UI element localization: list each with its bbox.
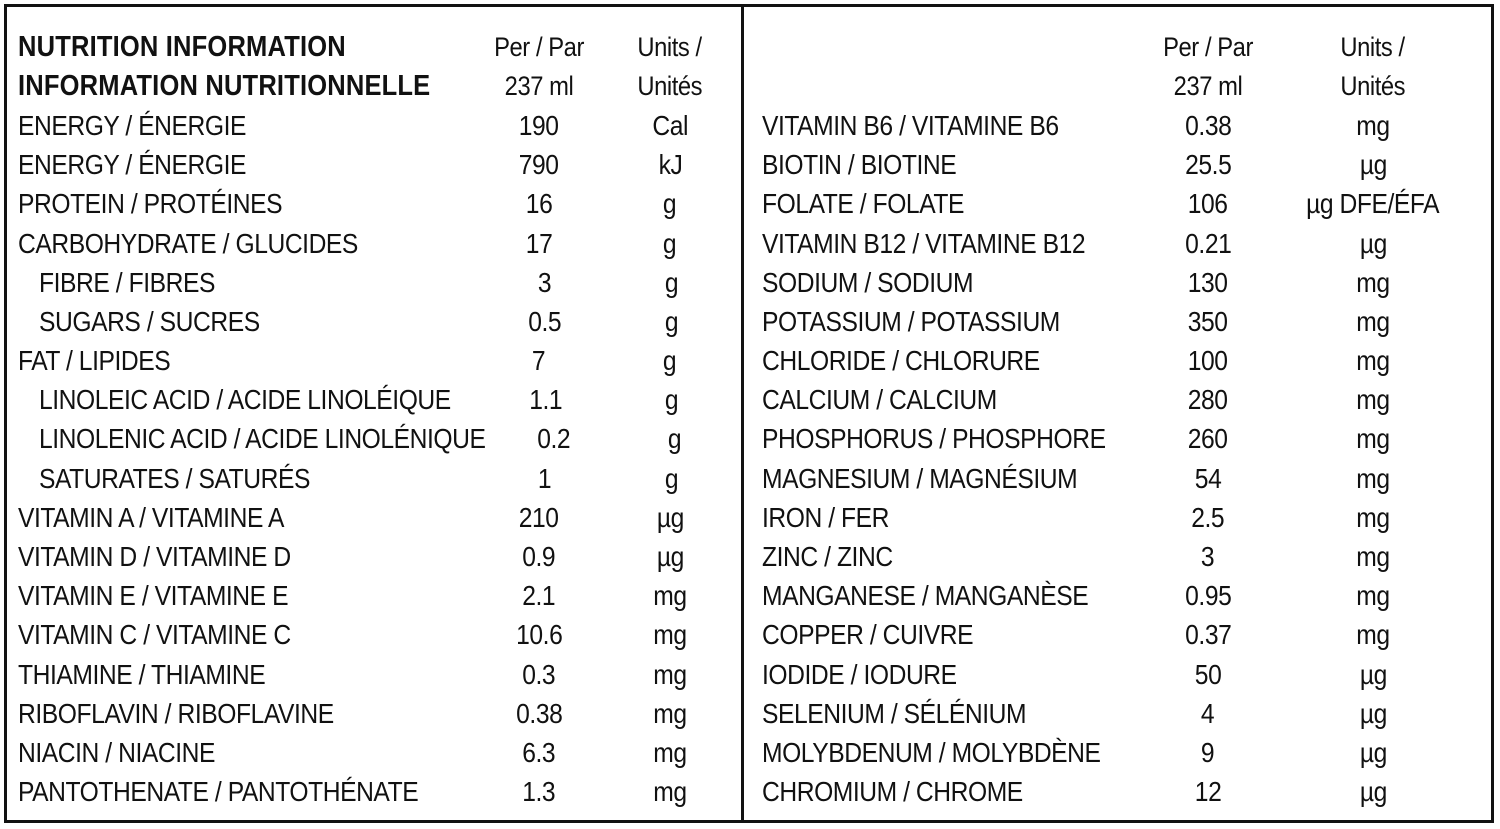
right-nutrient-list — [762, 106, 1482, 811]
nutrient-name: MAGNESIUM / MAGNÉSIUM — [762, 462, 1078, 494]
nutrient-row — [18, 185, 728, 224]
column-divider — [741, 4, 744, 823]
nutrient-unit: mg — [1356, 266, 1390, 298]
nutrient-unit: µg — [1359, 697, 1387, 729]
nutrient-unit: mg — [653, 619, 687, 651]
nutrient-amount: 7 — [532, 345, 546, 377]
nutrient-unit: µg — [1359, 776, 1387, 808]
nutrient-amount: 0.21 — [1184, 227, 1232, 259]
header-row-2 — [18, 67, 728, 106]
nutrient-amount: 16 — [525, 188, 553, 220]
right-panel — [762, 28, 1482, 812]
nutrient-name: VITAMIN B6 / VITAMINE B6 — [762, 109, 1059, 141]
title-english: NUTRITION INFORMATION — [18, 31, 346, 64]
units-header: Units / — [637, 32, 703, 63]
nutrient-name: LINOLENIC ACID / ACIDE LINOLÉNIQUE — [39, 423, 486, 455]
nutrient-unit: g — [665, 305, 679, 337]
nutrient-amount: 1.1 — [528, 384, 562, 416]
nutrient-row — [18, 302, 728, 341]
nutrient-name: FOLATE / FOLATE — [762, 188, 964, 220]
nutrient-name: POTASSIUM / POTASSIUM — [762, 305, 1060, 337]
nutrient-name: VITAMIN A / VITAMINE A — [18, 501, 284, 533]
units-header-french: Unités — [637, 71, 703, 102]
nutrient-name: FIBRE / FIBRES — [39, 266, 215, 298]
nutrient-amount: 4 — [1201, 697, 1215, 729]
nutrient-row — [762, 224, 1482, 263]
header-row-1-right — [762, 28, 1482, 67]
nutrient-unit: mg — [653, 580, 687, 612]
nutrient-row — [762, 459, 1482, 498]
nutrient-amount: 50 — [1194, 658, 1222, 690]
nutrient-name: IRON / FER — [762, 501, 890, 533]
nutrient-name: VITAMIN C / VITAMINE C — [18, 619, 291, 651]
nutrient-row — [762, 263, 1482, 302]
nutrient-row — [18, 146, 728, 185]
nutrient-row — [762, 106, 1482, 145]
nutrient-amount: 280 — [1188, 384, 1228, 416]
nutrient-unit: mg — [1356, 619, 1390, 651]
header-row-1 — [18, 28, 728, 67]
nutrient-amount: 17 — [525, 227, 553, 259]
nutrient-amount: 210 — [519, 501, 559, 533]
nutrient-unit: g — [663, 188, 677, 220]
nutrient-row — [762, 616, 1482, 655]
nutrient-amount: 130 — [1188, 266, 1228, 298]
nutrient-amount: 790 — [519, 149, 559, 181]
nutrient-amount: 3 — [537, 266, 551, 298]
nutrient-name: MOLYBDENUM / MOLYBDÈNE — [762, 736, 1101, 768]
per-serving-size: 237 ml — [504, 71, 574, 102]
nutrient-name: SELENIUM / SÉLÉNIUM — [762, 697, 1027, 729]
units-header-french-right: Unités — [1340, 71, 1406, 102]
nutrient-row — [18, 616, 728, 655]
nutrient-amount: 0.38 — [515, 697, 563, 729]
nutrient-amount: 190 — [519, 109, 559, 141]
nutrient-amount: 0.38 — [1184, 109, 1232, 141]
nutrient-amount: 100 — [1188, 345, 1228, 377]
nutrient-name: MANGANESE / MANGANÈSE — [762, 580, 1089, 612]
nutrient-row — [18, 420, 728, 459]
nutrient-name: CARBOHYDRATE / GLUCIDES — [18, 227, 358, 259]
nutrient-name: BIOTIN / BIOTINE — [762, 149, 957, 181]
nutrient-amount: 9 — [1201, 736, 1215, 768]
nutrient-name: PHOSPHORUS / PHOSPHORE — [762, 423, 1106, 455]
nutrient-row — [18, 106, 728, 145]
nutrient-name: CALCIUM / CALCIUM — [762, 384, 997, 416]
nutrient-unit: mg — [1356, 501, 1390, 533]
nutrient-amount: 350 — [1188, 305, 1228, 337]
nutrient-row — [18, 459, 728, 498]
nutrient-unit: mg — [1356, 384, 1390, 416]
nutrient-name: RIBOFLAVIN / RIBOFLAVINE — [18, 697, 334, 729]
nutrient-row — [762, 342, 1482, 381]
nutrient-unit: mg — [653, 736, 687, 768]
nutrient-name: SATURATES / SATURÉS — [39, 462, 310, 494]
nutrient-amount: 2.1 — [522, 580, 556, 612]
per-serving-header-right: Per / Par — [1163, 32, 1253, 63]
header-row-2-right — [762, 67, 1482, 106]
title-french: INFORMATION NUTRITIONNELLE — [18, 70, 431, 103]
nutrient-amount: 1 — [537, 462, 551, 494]
nutrient-name: ENERGY / ÉNERGIE — [18, 149, 247, 181]
nutrient-amount: 0.9 — [522, 541, 556, 573]
nutrient-unit: µg — [1359, 227, 1387, 259]
nutrient-row — [18, 342, 728, 381]
nutrient-name: ZINC / ZINC — [762, 541, 893, 573]
nutrient-name: COPPER / CUIVRE — [762, 619, 974, 651]
nutrient-unit: mg — [1356, 109, 1390, 141]
nutrient-name: SUGARS / SUCRES — [39, 305, 260, 337]
nutrient-unit: µg DFE/ÉFA — [1306, 188, 1440, 220]
nutrient-row — [18, 537, 728, 576]
nutrient-amount: 54 — [1194, 462, 1222, 494]
nutrient-row — [18, 655, 728, 694]
nutrient-amount: 6.3 — [522, 736, 556, 768]
nutrient-row — [762, 773, 1482, 812]
nutrient-unit: g — [665, 462, 679, 494]
nutrient-row — [762, 381, 1482, 420]
nutrient-unit: kJ — [658, 149, 682, 181]
nutrient-row — [762, 537, 1482, 576]
nutrient-unit: mg — [1356, 541, 1390, 573]
nutrient-unit: g — [668, 423, 682, 455]
per-serving-header: Per / Par — [494, 32, 584, 63]
nutrient-row — [762, 733, 1482, 772]
nutrient-name: FAT / LIPIDES — [18, 345, 171, 377]
nutrient-name: THIAMINE / THIAMINE — [18, 658, 266, 690]
nutrient-row — [762, 498, 1482, 537]
nutrient-amount: 1.3 — [522, 776, 556, 808]
nutrient-row — [18, 498, 728, 537]
nutrient-unit: mg — [653, 776, 687, 808]
nutrient-amount: 0.5 — [527, 305, 561, 337]
nutrient-amount: 0.2 — [537, 423, 571, 455]
nutrient-row — [18, 694, 728, 733]
nutrient-unit: g — [665, 266, 679, 298]
nutrient-row — [762, 655, 1482, 694]
nutrient-unit: µg — [656, 501, 684, 533]
nutrient-name: CHLORIDE / CHLORURE — [762, 345, 1040, 377]
nutrient-row — [762, 577, 1482, 616]
nutrient-unit: mg — [1356, 345, 1390, 377]
nutrient-name: VITAMIN D / VITAMINE D — [18, 541, 291, 573]
left-panel — [18, 28, 728, 812]
nutrient-name: VITAMIN B12 / VITAMINE B12 — [762, 227, 1086, 259]
nutrient-row — [18, 381, 728, 420]
nutrient-unit: g — [663, 227, 677, 259]
nutrient-unit: µg — [656, 541, 684, 573]
units-header-right: Units / — [1340, 32, 1406, 63]
nutrient-amount: 12 — [1194, 776, 1222, 808]
nutrient-unit: mg — [1356, 580, 1390, 612]
nutrient-unit: g — [663, 345, 677, 377]
nutrient-unit: µg — [1359, 658, 1387, 690]
nutrient-unit: µg — [1359, 736, 1387, 768]
nutrient-row — [762, 146, 1482, 185]
nutrient-name: IODIDE / IODURE — [762, 658, 957, 690]
nutrient-unit: mg — [653, 697, 687, 729]
nutrient-row — [18, 577, 728, 616]
nutrient-unit: µg — [1359, 149, 1387, 181]
nutrient-row — [762, 302, 1482, 341]
nutrient-unit: mg — [653, 658, 687, 690]
nutrient-row — [762, 185, 1482, 224]
nutrient-unit: mg — [1356, 423, 1390, 455]
per-serving-size-right: 237 ml — [1173, 71, 1243, 102]
nutrient-amount: 0.95 — [1184, 580, 1232, 612]
nutrient-unit: mg — [1356, 462, 1390, 494]
nutrient-row — [762, 420, 1482, 459]
nutrient-row — [18, 733, 728, 772]
left-nutrient-list — [18, 106, 728, 811]
nutrient-amount: 0.37 — [1184, 619, 1232, 651]
nutrient-amount: 10.6 — [515, 619, 563, 651]
nutrient-unit: mg — [1356, 305, 1390, 337]
nutrient-name: ENERGY / ÉNERGIE — [18, 109, 247, 141]
nutrient-amount: 0.3 — [522, 658, 556, 690]
nutrient-name: PROTEIN / PROTÉINES — [18, 188, 283, 220]
nutrient-amount: 106 — [1188, 188, 1228, 220]
nutrient-amount: 2.5 — [1191, 501, 1225, 533]
nutrient-name: LINOLEIC ACID / ACIDE LINOLÉIQUE — [39, 384, 451, 416]
nutrient-row — [18, 773, 728, 812]
nutrient-amount: 3 — [1201, 541, 1215, 573]
nutrient-amount: 25.5 — [1184, 149, 1232, 181]
nutrient-name: CHROMIUM / CHROME — [762, 776, 1023, 808]
nutrient-unit: Cal — [652, 109, 688, 141]
nutrient-unit: g — [665, 384, 679, 416]
nutrient-name: VITAMIN E / VITAMINE E — [18, 580, 289, 612]
nutrient-row — [762, 694, 1482, 733]
nutrient-amount: 260 — [1188, 423, 1228, 455]
nutrient-row — [18, 263, 728, 302]
nutrient-name: NIACIN / NIACINE — [18, 736, 215, 768]
nutrient-name: SODIUM / SODIUM — [762, 266, 974, 298]
nutrient-name: PANTOTHENATE / PANTOTHÉNATE — [18, 776, 419, 808]
nutrient-row — [18, 224, 728, 263]
